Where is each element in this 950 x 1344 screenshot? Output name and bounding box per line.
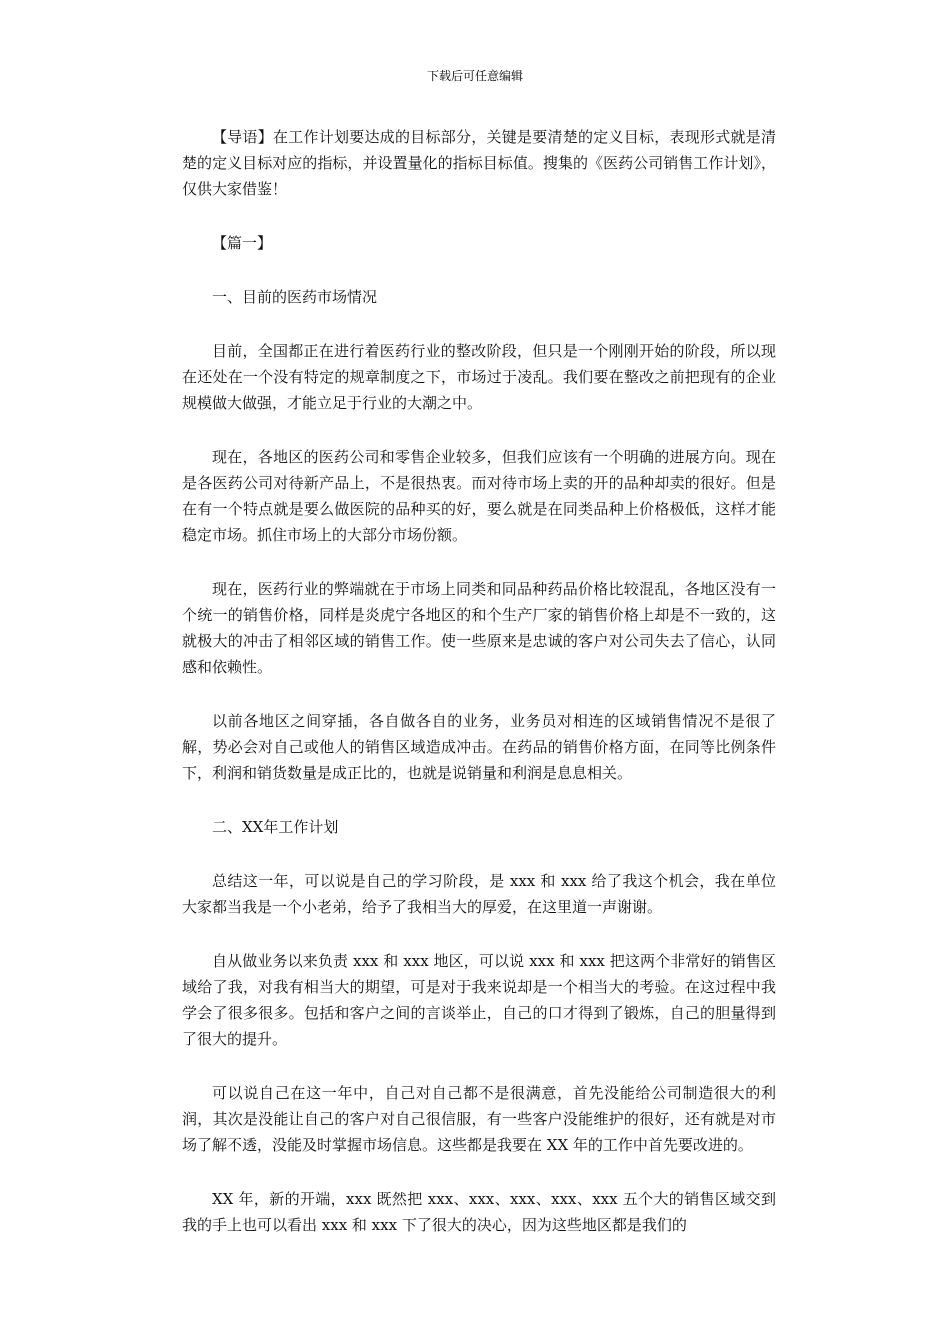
body-paragraph: 可以说自己在这一年中，自己对自己都不是很满意，首先没能给公司制造很大的利润，其次是没能让自己的客户对自己很信服，有一些客户没能维护的很好，还有就是对市场了解不透，没能及时掌握市场信息。这些都是我要在 XX 年的工作中首先要改进的。 bbox=[182, 1084, 776, 1154]
section-heading: 一、目前的医药市场情况 bbox=[212, 288, 378, 306]
body-paragraph: XX 年，新的开端，xxx 既然把 xxx、xxx、xxx、xxx、xxx 五个大的销售区域交到我的手上也可以看出 xxx 和 xxx 下了很大的决心，因为这些地区都是我们的 bbox=[182, 1190, 776, 1234]
body-paragraph: 总结这一年，可以说是自己的学习阶段，是 xxx 和 xxx 给了我这个机会，我在单位大家都当我是一个小老弟，给予了我相当大的厚爱，在这里道一声谢谢。 bbox=[182, 872, 776, 916]
section-heading: 二、XX年工作计划 bbox=[212, 818, 339, 836]
page-header-note: 下载后可任意编辑 bbox=[426, 69, 523, 83]
body-paragraph: 以前各地区之间穿插，各自做各自的业务，业务员对相连的区域销售情况不是很了解，势必会对自己或他人的销售区域造成冲击。在药品的销售价格方面，在同等比例条件下，利润和销货数量是成正比的，也就是说销量和利润是息息相关。 bbox=[182, 712, 776, 782]
intro-paragraph: 【导语】在工作计划要达成的目标部分，关键是要清楚的定义目标，表现形式就是清楚的定义目标对应的指标，并设置量化的指标目标值。搜集的《医药公司销售工作计划》，仅供大家借鉴！ bbox=[182, 128, 776, 198]
document-body bbox=[182, 124, 776, 1266]
section-label: 【篇一】 bbox=[212, 234, 273, 252]
body-paragraph: 现在，各地区的医药公司和零售企业较多，但我们应该有一个明确的进展方向。现在是各医药公司对待新产品上，不是很热衷。而对待市场上卖的开的品种却卖的很好。但是在有一个特点就是要么做医院的品种买的好，要么就是在同类品种上价格极低，这样才能稳定市场。抓住市场上的大部分市场份额。 bbox=[182, 448, 776, 544]
body-paragraph: 目前，全国都正在进行着医药行业的整改阶段，但只是一个刚刚开始的阶段，所以现在还处在一个没有特定的规章制度之下，市场过于凌乱。我们要在整改之前把现有的企业规模做大做强，才能立足于行业的大潮之中。 bbox=[182, 342, 776, 412]
body-paragraph: 现在，医药行业的弊端就在于市场上同类和同品种药品价格比较混乱，各地区没有一个统一的销售价格，同样是炎虎宁各地区的和个生产厂家的销售价格上却是不一致的，这就极大的冲击了相邻区域的销售工作。使一些原来是忠诚的客户对公司失去了信心，认同感和依赖性。 bbox=[182, 580, 776, 676]
body-paragraph: 自从做业务以来负责 xxx 和 xxx 地区，可以说 xxx 和 xxx 把这两个非常好的销售区域给了我，对我有相当大的期望，可是对于我来说却是一个相当大的考验。在这过程中我学会了很多很多。包括和客户之间的言谈举止，自己的口才得到了锻炼，自己的胆量得到了很大的提升。 bbox=[182, 952, 776, 1048]
